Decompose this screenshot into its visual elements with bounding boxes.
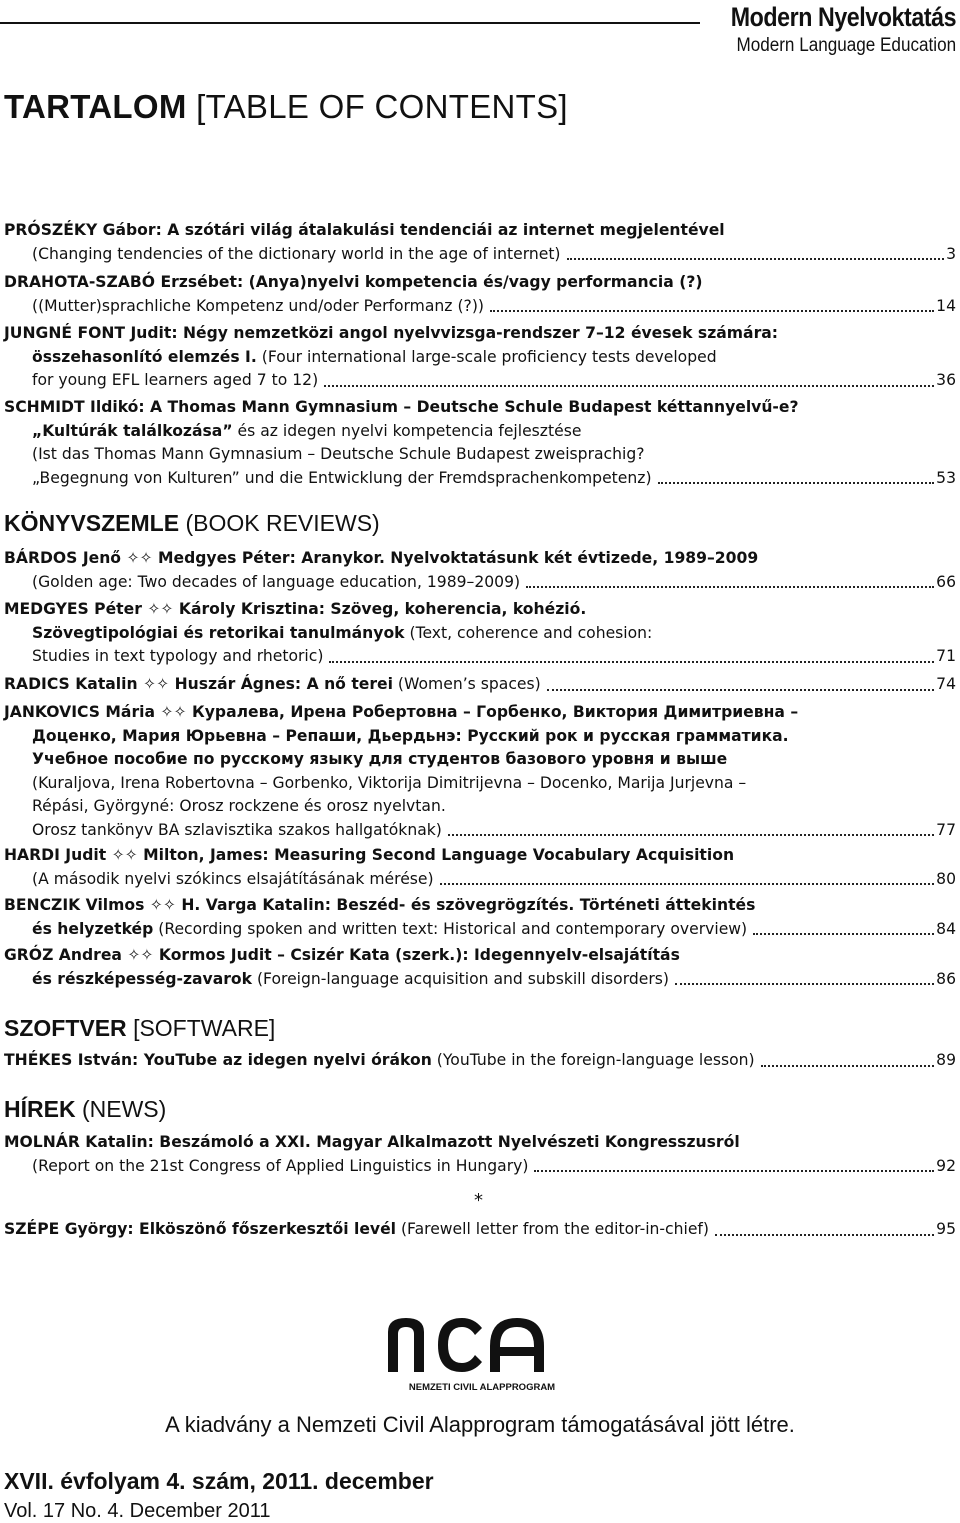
dot-leader: [715, 1218, 934, 1236]
dot-leader: [329, 645, 934, 663]
entry-line: JUNGNÉ FONT Judit: Négy nemzetközi angol nyelvvizsga-rendszer 7–12 évesek számára:: [4, 324, 779, 342]
dot-leader: [761, 1049, 935, 1067]
journal-title: Modern Nyelvoktatás: [730, 2, 956, 32]
entry-line: „Kultúrák találkozása”: [32, 421, 233, 440]
entry-line: „Begegnung von Kulturen” und die Entwicklung der Fremdsprachenkompetenz): [32, 468, 652, 487]
entry-line: MOLNÁR Katalin: Beszámoló a XXI. Magyar Alkalmazott Nyelvészeti Kongresszusról: [4, 1133, 740, 1151]
toc-entry-molnar[interactable]: [4, 1131, 956, 1178]
page-number: 95: [936, 1220, 956, 1238]
entry-line: ((Mutter)sprachliche Kompetenz und/oder Performanz (?)): [32, 296, 484, 315]
entry-line: (Changing tendencies of the dictionary world in the age of internet): [32, 244, 561, 263]
entry-line: és az idegen nyelvi kompetencia fejlesztése: [232, 421, 582, 440]
entry-line: (Golden age: Two decades of language education, 1989–2009): [32, 572, 521, 591]
journal-header: [694, 0, 956, 58]
issue-info-hu: XVII. évfolyam 4. szám, 2011. december: [4, 1468, 434, 1494]
dot-leader: [534, 1155, 934, 1173]
dot-leader: [753, 918, 934, 936]
toc-entry-thekes[interactable]: [4, 1049, 956, 1073]
toc-entry-hardi[interactable]: [4, 844, 956, 891]
support-notice: A kiadvány a Nemzeti Civil Alapprogram támogatásával jött létre.: [165, 1412, 795, 1437]
entry-line: PRÓSZÉKY Gábor: A szótári világ átalakulási tendenciái az internet megjelentével: [4, 221, 725, 239]
toc-title-main: TARTALOM: [4, 88, 187, 125]
page-number: 77: [936, 820, 956, 839]
issue-info-en: Vol. 17 No. 4. December 2011: [4, 1500, 271, 1522]
separator-asterisk: *: [474, 1190, 483, 1211]
entry-line: Répási, Györgyné: Orosz rockzene és orosz nyelvtan.: [32, 797, 446, 815]
toc-entry-drahota[interactable]: [4, 271, 956, 318]
section-heading-reviews: [4, 510, 380, 537]
journal-subtitle: Modern Language Education: [736, 35, 956, 56]
section-subtitle: (NEWS): [81, 1096, 167, 1122]
logo-caption: NEMZETI CIVIL ALAPPROGRAM: [408, 1382, 556, 1393]
toc-entry-benczik[interactable]: [4, 894, 956, 941]
page-number: 36: [936, 371, 956, 389]
entry-line: JANKOVICS Mária ✧✧ Куралева, Ирена Робертовна – Горбенко, Виктория Димитриевна –: [4, 703, 799, 721]
entry-line: Учебное пособие по русскому языку для студентов базового уровня и выше: [32, 750, 728, 768]
entry-line: GRÓZ Andrea ✧✧ Kormos Judit – Csizér Kata (szerk.): Idegennyelv-elsajátítás: [4, 946, 680, 964]
page-number: 66: [936, 572, 956, 591]
header-rule: [0, 22, 700, 24]
toc-entry-jankovics[interactable]: [4, 701, 956, 842]
page-number: 53: [936, 468, 956, 487]
section-subtitle: (BOOK REVIEWS): [185, 510, 380, 536]
entry-line: (A második nyelvi szókincs elsajátításának mérése): [32, 869, 434, 888]
entry-line: RADICS Katalin ✧✧ Huszár Ágnes: A nő terei: [4, 675, 393, 693]
section-heading-software: [4, 1015, 275, 1042]
dot-leader: [675, 968, 934, 986]
page-number: 92: [936, 1156, 956, 1175]
entry-line: (Ist das Thomas Mann Gymnasium – Deutsche Schule Budapest zweisprachig?: [32, 445, 645, 463]
entry-line: összehasonlító elemzés I.: [32, 347, 257, 366]
entry-line: (Report on the 21st Congress of Applied Linguistics in Hungary): [32, 1156, 529, 1175]
entry-line: BÁRDOS Jenő ✧✧ Medgyes Péter: Aranykor. Nyelvoktatásunk két évtizede, 1989–2009: [4, 549, 759, 567]
dot-leader: [440, 868, 935, 886]
entry-line: THÉKES István: YouTube az idegen nyelvi órákon: [4, 1051, 432, 1069]
page-number: 74: [936, 675, 956, 693]
entry-line: DRAHOTA-SZABÓ Erzsébet: (Anya)nyelvi kompetencia és/vagy performancia (?): [4, 273, 703, 291]
entry-line: (YouTube in the foreign-language lesson): [431, 1051, 755, 1069]
dot-leader: [658, 467, 935, 485]
toc-entry-medgyes[interactable]: [4, 598, 956, 669]
dot-leader: [324, 369, 934, 387]
entry-line: Studies in text typology and rhetoric): [32, 647, 324, 665]
entry-line: Szövegtipológiai és retorikai tanulmányok: [32, 623, 405, 642]
entry-line: HARDI Judit ✧✧ Milton, James: Measuring Second Language Vocabulary Acquisition: [4, 846, 735, 864]
entry-line: Доценко, Мария Юрьевна – Репаши, Дьердьнэ: Русский рок и русская грамматика.: [32, 726, 789, 745]
toc-entry-jungne[interactable]: [4, 322, 956, 393]
toc-title-sub: [TABLE OF CONTENTS]: [196, 88, 568, 125]
dot-leader: [547, 673, 934, 691]
entry-line: MEDGYES Péter ✧✧ Károly Krisztina: Szöveg, koherencia, kohézió.: [4, 600, 587, 618]
dot-leader: [490, 295, 934, 313]
page-number: 80: [936, 869, 956, 888]
entry-line: és részképesség-zavarok: [32, 969, 253, 988]
entry-line: (Four international large-scale proficiency tests developed: [256, 347, 717, 366]
page-title: [4, 88, 568, 126]
page-number: 3: [946, 244, 956, 263]
entry-line: BENCZIK Vilmos ✧✧ H. Varga Katalin: Beszéd- és szövegrögzítés. Történeti áttekintés: [4, 896, 756, 914]
entry-line: (Women’s spaces): [392, 675, 541, 693]
page-number: 86: [936, 969, 956, 988]
nca-logo: [384, 1310, 580, 1396]
page-number: 89: [936, 1051, 956, 1069]
section-title: SZOFTVER: [4, 1015, 127, 1041]
page-number: 71: [936, 647, 956, 665]
entry-line: SCHMIDT Ildikó: A Thomas Mann Gymnasium – Deutsche Schule Budapest kéttannyelvű-e?: [4, 398, 799, 416]
entry-line: (Recording spoken and written text: Historical and contemporary overview): [153, 919, 748, 938]
section-title: KÖNYVSZEMLE: [4, 510, 180, 536]
entry-line: Orosz tankönyv BA szlavisztika szakos hallgatóknak): [32, 820, 442, 839]
toc-entry-groz[interactable]: [4, 944, 956, 991]
section-subtitle: [SOFTWARE]: [133, 1015, 276, 1041]
toc-entry-proszeky[interactable]: [4, 219, 956, 266]
entry-line: (Foreign-language acquisition and subskill disorders): [252, 969, 669, 988]
toc-entry-radics[interactable]: [4, 673, 956, 697]
toc-entry-schmidt[interactable]: [4, 396, 956, 490]
entry-line: for young EFL learners aged 7 to 12): [32, 371, 319, 389]
dot-leader: [448, 819, 934, 837]
page-number: 84: [936, 919, 956, 938]
dot-leader: [567, 243, 945, 261]
section-title: HÍREK: [4, 1096, 76, 1122]
dot-leader: [526, 571, 934, 589]
entry-line: (Text, coherence and cohesion:: [404, 623, 653, 642]
toc-entry-bardos[interactable]: [4, 547, 956, 594]
entry-line: és helyzetkép: [32, 919, 154, 938]
entry-line: SZÉPE György: Elköszönő főszerkesztői levél: [4, 1220, 396, 1238]
section-heading-news: [4, 1096, 166, 1123]
toc-entry-szepe[interactable]: [4, 1218, 956, 1242]
page-number: 14: [936, 296, 956, 315]
entry-line: (Farewell letter from the editor-in-chief): [396, 1220, 709, 1238]
entry-line: (Kuraljova, Irena Robertovna – Gorbenko, Viktorija Dimitrijevna – Docenko, Marija Jurjevna –: [32, 773, 747, 792]
